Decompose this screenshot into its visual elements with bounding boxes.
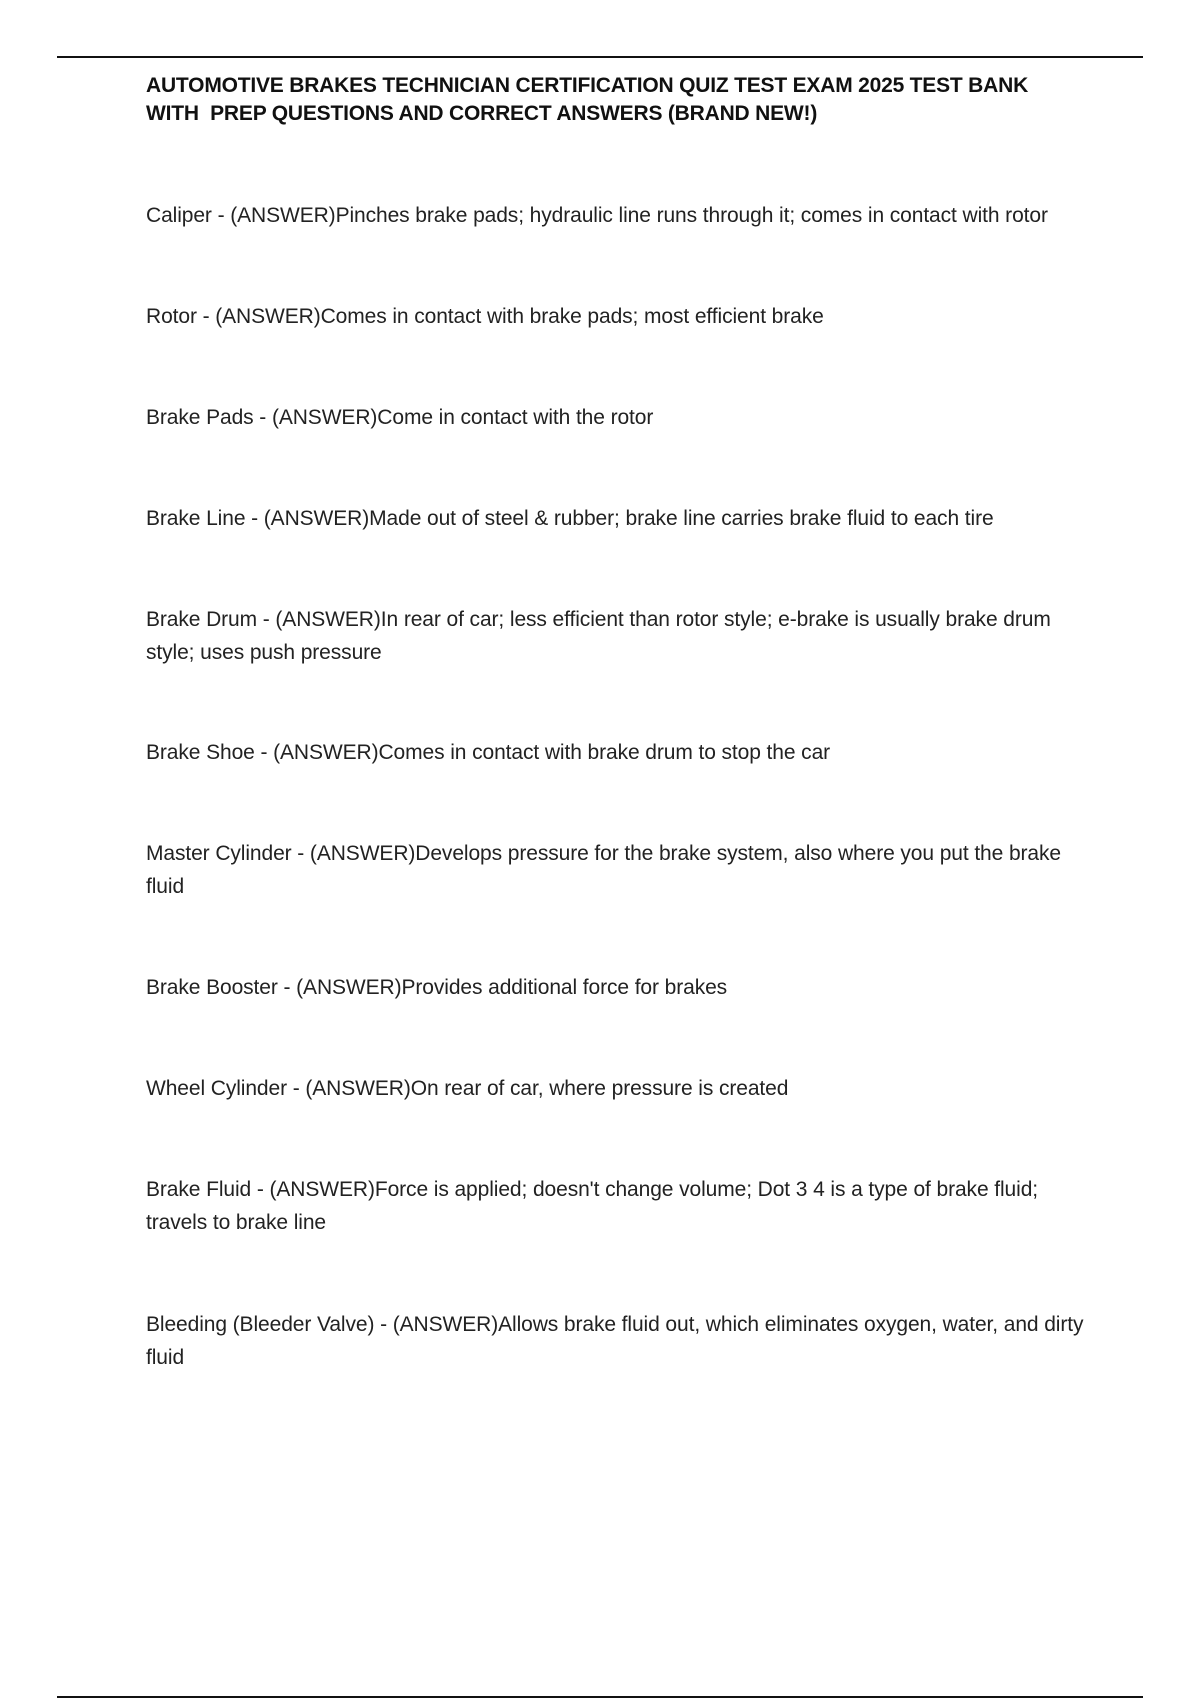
qa-item — [146, 603, 1096, 669]
answer-marker: (ANSWER) — [305, 1077, 411, 1100]
qa-separator: - — [196, 305, 216, 328]
qa-item — [146, 199, 1096, 232]
qa-separator: - — [374, 1313, 393, 1336]
answer-marker: (ANSWER) — [296, 976, 402, 999]
qa-item — [146, 1308, 1096, 1374]
qa-term: Master Cylinder — [146, 842, 292, 865]
qa-answer: Force is applied; doesn't change volume; Dot 3 4 is a type of brake fluid; travels to brake line — [146, 1178, 1039, 1234]
qa-answer: Allows brake fluid out, which eliminates oxygen, water, and dirty fluid — [146, 1313, 1084, 1369]
qa-separator: - — [254, 741, 274, 764]
qa-item — [146, 300, 1096, 333]
qa-answer: Comes in contact with brake drum to stop the car — [378, 741, 831, 764]
answer-marker: (ANSWER) — [392, 1313, 499, 1336]
bottom-rule — [57, 1696, 1143, 1698]
qa-separator: - — [291, 842, 310, 865]
answer-marker: (ANSWER) — [275, 608, 381, 631]
qa-term: Caliper — [146, 204, 212, 227]
qa-term: Brake Line — [146, 507, 246, 530]
qa-term: Brake Shoe — [146, 741, 255, 764]
answer-marker: (ANSWER) — [269, 1178, 375, 1201]
qa-answer: Come in contact with the rotor — [377, 406, 654, 429]
qa-answer: Made out of steel & rubber; brake line carries brake fluid to each tire — [369, 507, 994, 530]
qa-separator: - — [257, 608, 276, 631]
document-body — [146, 72, 1096, 1369]
qa-separator: - — [251, 1178, 270, 1201]
qa-term: Bleeding (Bleeder Valve) — [146, 1313, 375, 1336]
qa-answer: Comes in contact with brake pads; most efficient brake — [320, 305, 824, 328]
qa-item — [146, 971, 1096, 1004]
qa-separator: - — [253, 406, 272, 429]
qa-separator: - — [287, 1077, 306, 1100]
qa-term: Brake Pads — [146, 406, 254, 429]
document-title: AUTOMOTIVE BRAKES TECHNICIAN CERTIFICATION QUIZ TEST EXAM 2025 TEST BANK WITH PREP QUESTIONS AND CORRECT ANSWERS (BRAND NEW!) — [146, 74, 1029, 125]
qa-term: Brake Fluid — [146, 1178, 252, 1201]
qa-answer: In rear of car; less efficient than rotor style; e-brake is usually brake drum style; uses push pressure — [146, 608, 1051, 664]
qa-answer: Pinches brake pads; hydraulic line runs through it; comes in contact with rotor — [335, 204, 1048, 227]
qa-item — [146, 401, 1096, 434]
answer-marker: (ANSWER) — [215, 305, 321, 328]
qa-term: Brake Drum — [146, 608, 258, 631]
qa-term: Brake Booster — [146, 976, 278, 999]
qa-term: Wheel Cylinder — [146, 1077, 287, 1100]
qa-separator: - — [211, 204, 231, 227]
answer-marker: (ANSWER) — [230, 204, 336, 227]
qa-item — [146, 837, 1096, 903]
qa-answer: On rear of car, where pressure is created — [410, 1077, 789, 1100]
qa-separator: - — [277, 976, 297, 999]
answer-marker: (ANSWER) — [271, 406, 378, 429]
top-rule — [57, 56, 1143, 58]
qa-answer: Provides additional force for brakes — [401, 976, 728, 999]
qa-item — [146, 736, 1096, 769]
answer-marker: (ANSWER) — [309, 842, 416, 865]
qa-item — [146, 1173, 1096, 1239]
qa-answer: Develops pressure for the brake system, also where you put the brake fluid — [146, 842, 1061, 898]
qa-separator: - — [245, 507, 264, 530]
qa-item — [146, 1072, 1096, 1105]
qa-item — [146, 502, 1096, 535]
answer-marker: (ANSWER) — [263, 507, 370, 530]
answer-marker: (ANSWER) — [273, 741, 379, 764]
qa-term: Rotor — [146, 305, 197, 328]
